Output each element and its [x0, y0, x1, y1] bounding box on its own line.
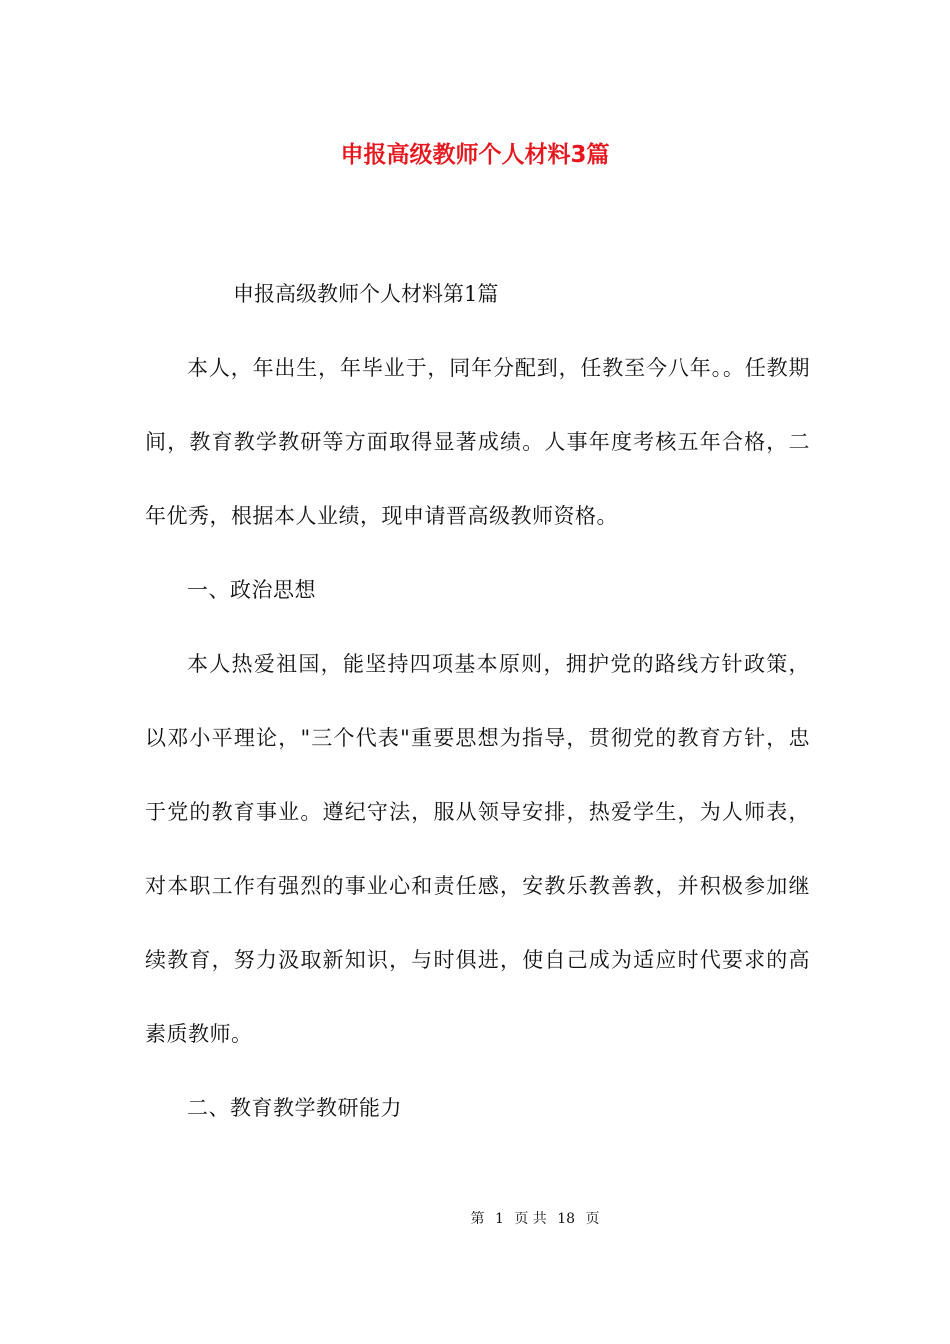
footer-suffix: 页	[585, 1211, 600, 1227]
heading-political: 一、政治思想	[187, 578, 316, 602]
heading-teaching: 二、教育教学教研能力	[187, 1096, 402, 1120]
footer-current-page: 1	[494, 1211, 504, 1227]
document-body	[145, 331, 810, 1145]
paragraph-intro: 本人，年出生，年毕业于，同年分配到，任教至今八年。。任教期间，教育教学教研等方面取得显著成绩。人事年度考核五年合格，二年优秀，根据本人业绩，现申请晋高级教师资格。	[145, 356, 810, 528]
footer-total-pages: 18	[557, 1211, 576, 1227]
document-title: 申报高级教师个人材料3篇	[340, 142, 610, 168]
section-subtitle: 申报高级教师个人材料第1篇	[233, 282, 499, 306]
footer-middle: 页 共	[514, 1211, 547, 1227]
page-footer	[0, 1208, 950, 1228]
paragraph-political: 本人热爱祖国，能坚持四项基本原则，拥护党的路线方针政策，以邓小平理论，"三个代表"重要思想为指导，贯彻党的教育方针，忠于党的教育事业。遵纪守法，服从领导安排，热爱学生，为人师表，对本职工作有强烈的事业心和责任感，安教乐教善教，并积极参加继续教育，努力汲取新知识，与时俱进，使自己成为适应时代要求的高素质教师。	[145, 652, 810, 1046]
footer-prefix: 第	[470, 1211, 485, 1227]
